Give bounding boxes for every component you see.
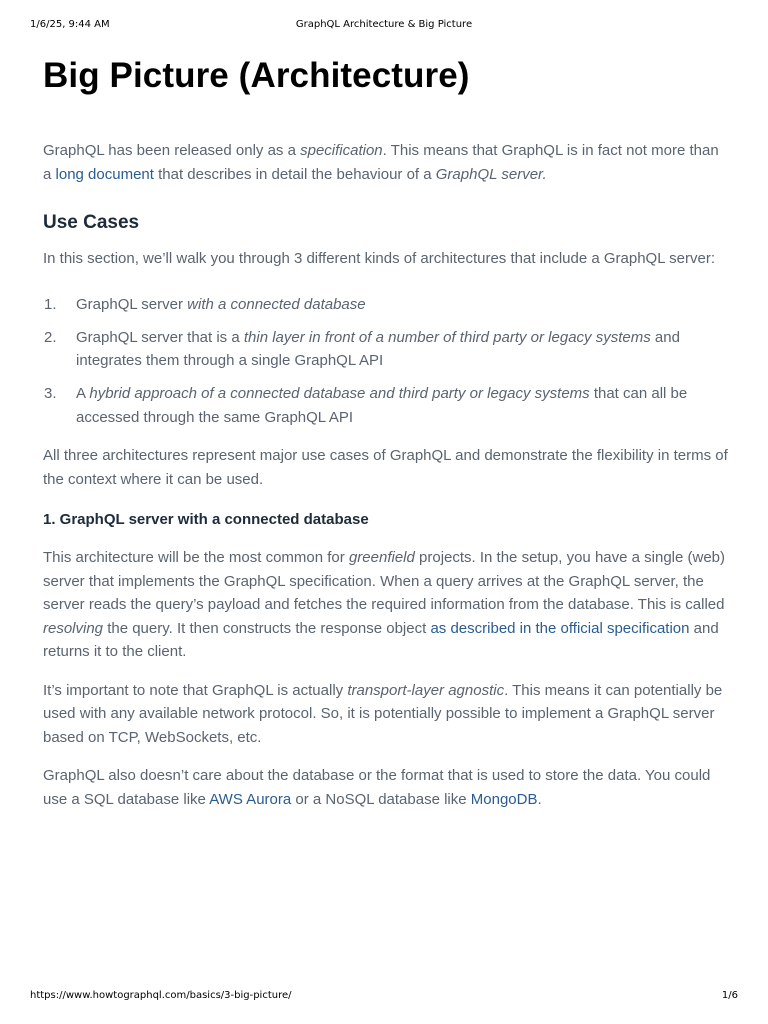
list-emphasis: with a connected database [187, 295, 366, 313]
print-datetime: 1/6/25, 9:44 AM [30, 19, 110, 30]
page-number: 1/6 [721, 990, 738, 1001]
list-text: and integrates them through a single GraphQL API [76, 328, 680, 369]
intro-text-2: . This means that GraphQL is in fact not more than a [43, 142, 719, 183]
intro-text-1: GraphQL has been released only as a [43, 142, 301, 159]
section-1-paragraph-2 [43, 679, 731, 750]
section-1-paragraph-3 [43, 764, 731, 811]
paragraph-text: and returns it to the client. [43, 619, 719, 660]
list-text: A [76, 385, 90, 402]
mongodb-link[interactable]: MongoDB [470, 790, 538, 808]
paragraph-text: . This means it can potentially be used with any available network protocol. So, it is potentially possible to implement a GraphQL server based on TCP, WebSockets, etc. [43, 681, 723, 746]
long-document-link[interactable]: long document [55, 165, 154, 183]
paragraph-text: GraphQL also doesn’t care about the database or the format that is used to store the data. You could use a SQL database like [43, 767, 711, 808]
intro-emphasis-specification: specification [300, 142, 383, 159]
print-footer [30, 990, 738, 1004]
paragraph-text: or a NoSQL database like [291, 790, 471, 808]
official-specification-link[interactable]: as described in the official specification [430, 619, 690, 637]
use-cases-summary: All three architectures represent major use cases of GraphQL and demonstrate the flexibility in terms of the context where it can be used. [43, 447, 728, 488]
aws-aurora-link[interactable]: AWS Aurora [209, 790, 292, 808]
print-url: https://www.howtographql.com/basics/3-big-picture/ [30, 990, 292, 1001]
intro-text-3: that describes in detail the behaviour of a [153, 165, 436, 183]
list-item [43, 326, 731, 373]
list-item [43, 382, 731, 429]
page-title: Big Picture (Architecture) [43, 56, 470, 95]
paragraph-text: This architecture will be the most common for [43, 549, 349, 566]
emphasis-transport-agnostic: transport-layer agnostic [347, 681, 505, 699]
paragraph-text: projects. In the setup, you have a single (web) server that implements the GraphQL specification. When a query arrives at the GraphQL server, the server reads the query’s payload and fetches the required information from the database. This is called [43, 549, 726, 613]
use-cases-list [43, 293, 731, 430]
use-cases-heading: Use Cases [43, 212, 140, 233]
intro-emphasis-server: GraphQL server. [435, 165, 547, 183]
list-emphasis: thin layer in front of a number of third party or legacy systems [243, 328, 651, 346]
list-number: 2. [44, 328, 57, 346]
list-item [43, 293, 731, 317]
intro-paragraph [43, 139, 731, 186]
paragraph-text: the query. It then constructs the response object [103, 619, 431, 637]
print-header [30, 19, 738, 33]
print-title: GraphQL Architecture & Big Picture [295, 19, 473, 30]
section-1-heading: 1. GraphQL server with a connected database [43, 511, 369, 528]
paragraph-text: . [537, 790, 542, 808]
list-text: that can all be accessed through the same GraphQL API [76, 385, 688, 426]
paragraph-text: It’s important to note that GraphQL is actually [43, 681, 348, 699]
list-emphasis: hybrid approach of a connected database and third party or legacy systems [89, 385, 590, 402]
emphasis-resolving: resolving [43, 619, 104, 637]
list-text: GraphQL server that is a [76, 328, 244, 346]
section-1-paragraph-1 [43, 546, 731, 664]
emphasis-greenfield: greenfield [348, 549, 415, 566]
use-cases-intro: In this section, we’ll walk you through 3 different kinds of architectures that include a GraphQL server: [43, 250, 716, 267]
article [43, 56, 731, 811]
list-number: 1. [44, 295, 57, 313]
list-text: GraphQL server [76, 295, 188, 313]
list-number: 3. [44, 385, 57, 402]
